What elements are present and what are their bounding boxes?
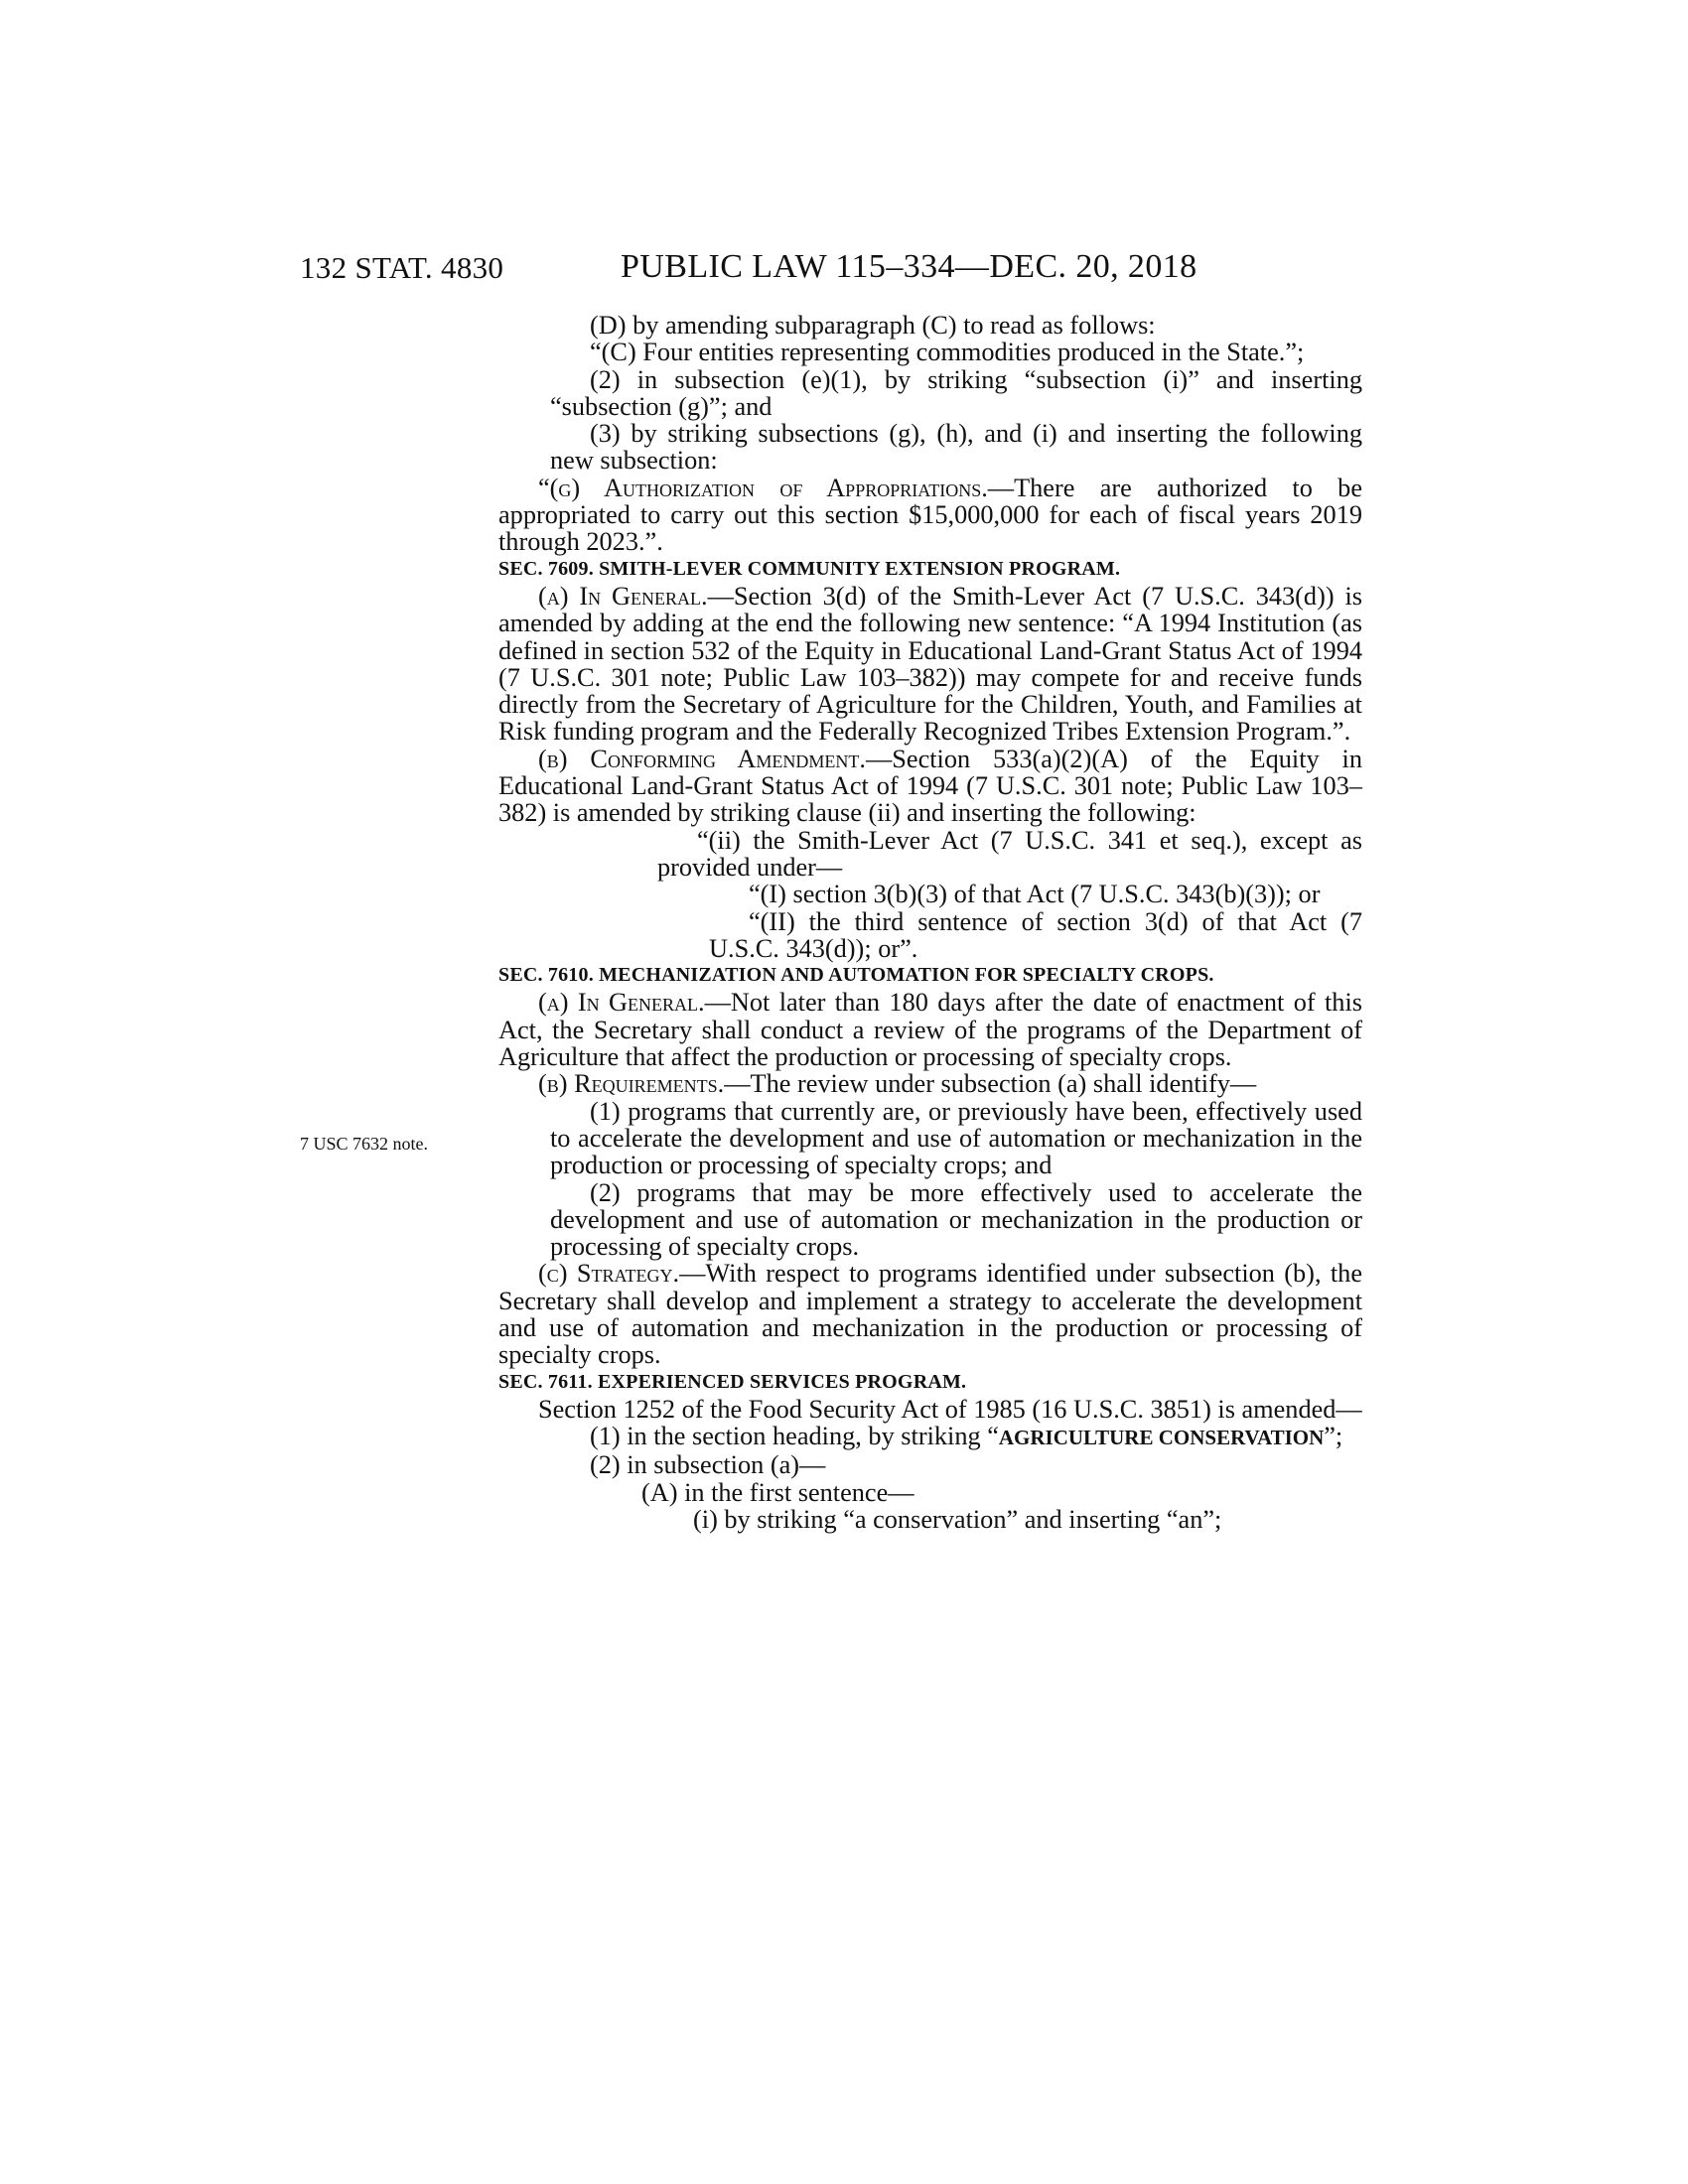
document-body bbox=[498, 312, 1362, 1533]
paragraph: (2) in subsection (e)(1), by striking “subsection (i)” and inserting “subsection (g)”; and bbox=[550, 364, 1362, 421]
margin-note-usc: 7 USC 7632 note. bbox=[300, 1134, 429, 1154]
subsection-text: —Not later than 180 days after the date of enactment of this Act, the Secretary shall conduct a review of the programs of the Department of Agriculture that affect the production or processing of specialty crops. bbox=[498, 988, 1362, 1072]
section-heading: SEC. 7610. MECHANIZATION AND AUTOMATION FOR SPECIALTY CROPS. bbox=[498, 964, 1214, 987]
paragraph: (2) programs that may be more effectively used to accelerate the development and use of automation or mechanization in the production or processing of specialty crops. bbox=[550, 1177, 1362, 1262]
clause: (i) by striking “a conservation” and inserting “an”; bbox=[693, 1505, 1222, 1535]
paragraph: (1) programs that currently are, or previously have been, effectively used to accelerate the development and use of automation or mechanization in the production or processing of specialty crops; and bbox=[550, 1096, 1362, 1180]
subsection-heading: (b) Conforming Amendment. bbox=[538, 744, 866, 773]
running-header-title: PUBLIC LAW 115–334—DEC. 20, 2018 bbox=[621, 248, 1197, 285]
subparagraph: (A) in the first sentence— bbox=[641, 1477, 914, 1507]
subsection-heading: (b) Requirements. bbox=[538, 1069, 725, 1099]
subsection-text: —The review under subsection (a) shall identify— bbox=[724, 1069, 1257, 1099]
paragraph bbox=[498, 1070, 1362, 1097]
subsection-text: —Section 533(a)(2)(A) of the Equity in Educational Land-Grant Status Act of 1994 (7 U.S.C. 301 note; Public Law 103–382) is amended by striking clause (ii) and inserting the following: bbox=[498, 744, 1363, 828]
section-heading: SEC. 7611. EXPERIENCED SERVICES PROGRAM. bbox=[498, 1370, 967, 1393]
subsection-heading: “(g) Authorization of Appropriations. bbox=[538, 473, 988, 502]
subsection-heading: (c) Strategy. bbox=[538, 1259, 680, 1289]
paragraph: (2) in subsection (a)— bbox=[590, 1450, 826, 1480]
subsection-text: —With respect to programs identified under subsection (b), the Secretary shall develop and implement a strategy to accelerate the development and use of automation and mechanization in the production or processing of specialty crops. bbox=[498, 1259, 1362, 1370]
paragraph bbox=[498, 1260, 1362, 1368]
paragraph bbox=[498, 475, 1362, 556]
struck-heading-text: AGRICULTURE CONSERVATION bbox=[998, 1426, 1325, 1450]
section-heading: SEC. 7609. SMITH-LEVER COMMUNITY EXTENSION PROGRAM. bbox=[498, 557, 1121, 580]
paragraph-text: (1) in the section heading, by striking “ bbox=[590, 1422, 999, 1451]
paragraph: “(C) Four entities representing commodities produced in the State.”; bbox=[590, 338, 1305, 367]
paragraph bbox=[498, 746, 1362, 827]
paragraph: (D) by amending subparagraph (C) to read as follows: bbox=[590, 311, 1156, 340]
subsection-heading: (a) In General. bbox=[538, 988, 705, 1018]
subsection-heading: (a) In General. bbox=[538, 581, 708, 611]
clause: “(ii) the Smith-Lever Act (7 U.S.C. 341 et seq.), except as provided under— bbox=[657, 825, 1362, 882]
subclause: “(II) the third sentence of section 3(d) of that Act (7 U.S.C. 343(d)); or”. bbox=[709, 906, 1362, 963]
subsection-text: —There are authorized to be appropriated to carry out this section $15,000,000 for each of fiscal years 2019 through 2023.”. bbox=[498, 473, 1362, 557]
statute-page-number: 132 STAT. 4830 bbox=[300, 250, 504, 285]
paragraph: (3) by striking subsections (g), (h), and (i) and inserting the following new subsection: bbox=[550, 419, 1362, 476]
paragraph: Section 1252 of the Food Security Act of 1985 (16 U.S.C. 3851) is amended— bbox=[538, 1394, 1362, 1424]
subsection-text: —Section 3(d) of the Smith-Lever Act (7 U.S.C. 343(d)) is amended by adding at the end the following new sentence: “A 1994 Institution (as defined in section 532 of the Equity in Educational Land-Grant Status Act of 1994 (7 U.S.C. 301 note; Public Law 103–382)) may compete for and receive funds directly from the Secretary of Agriculture for the Children, Youth, and Families at Risk funding program and the Federally Recognized Tribes Extension Program.”. bbox=[498, 581, 1362, 747]
paragraph bbox=[498, 583, 1362, 746]
paragraph-text: ”; bbox=[1324, 1422, 1343, 1451]
paragraph bbox=[498, 989, 1362, 1070]
subclause: “(I) section 3(b)(3) of that Act (7 U.S.C. 343(b)(3)); or bbox=[749, 880, 1321, 909]
paragraph bbox=[498, 1423, 1362, 1451]
